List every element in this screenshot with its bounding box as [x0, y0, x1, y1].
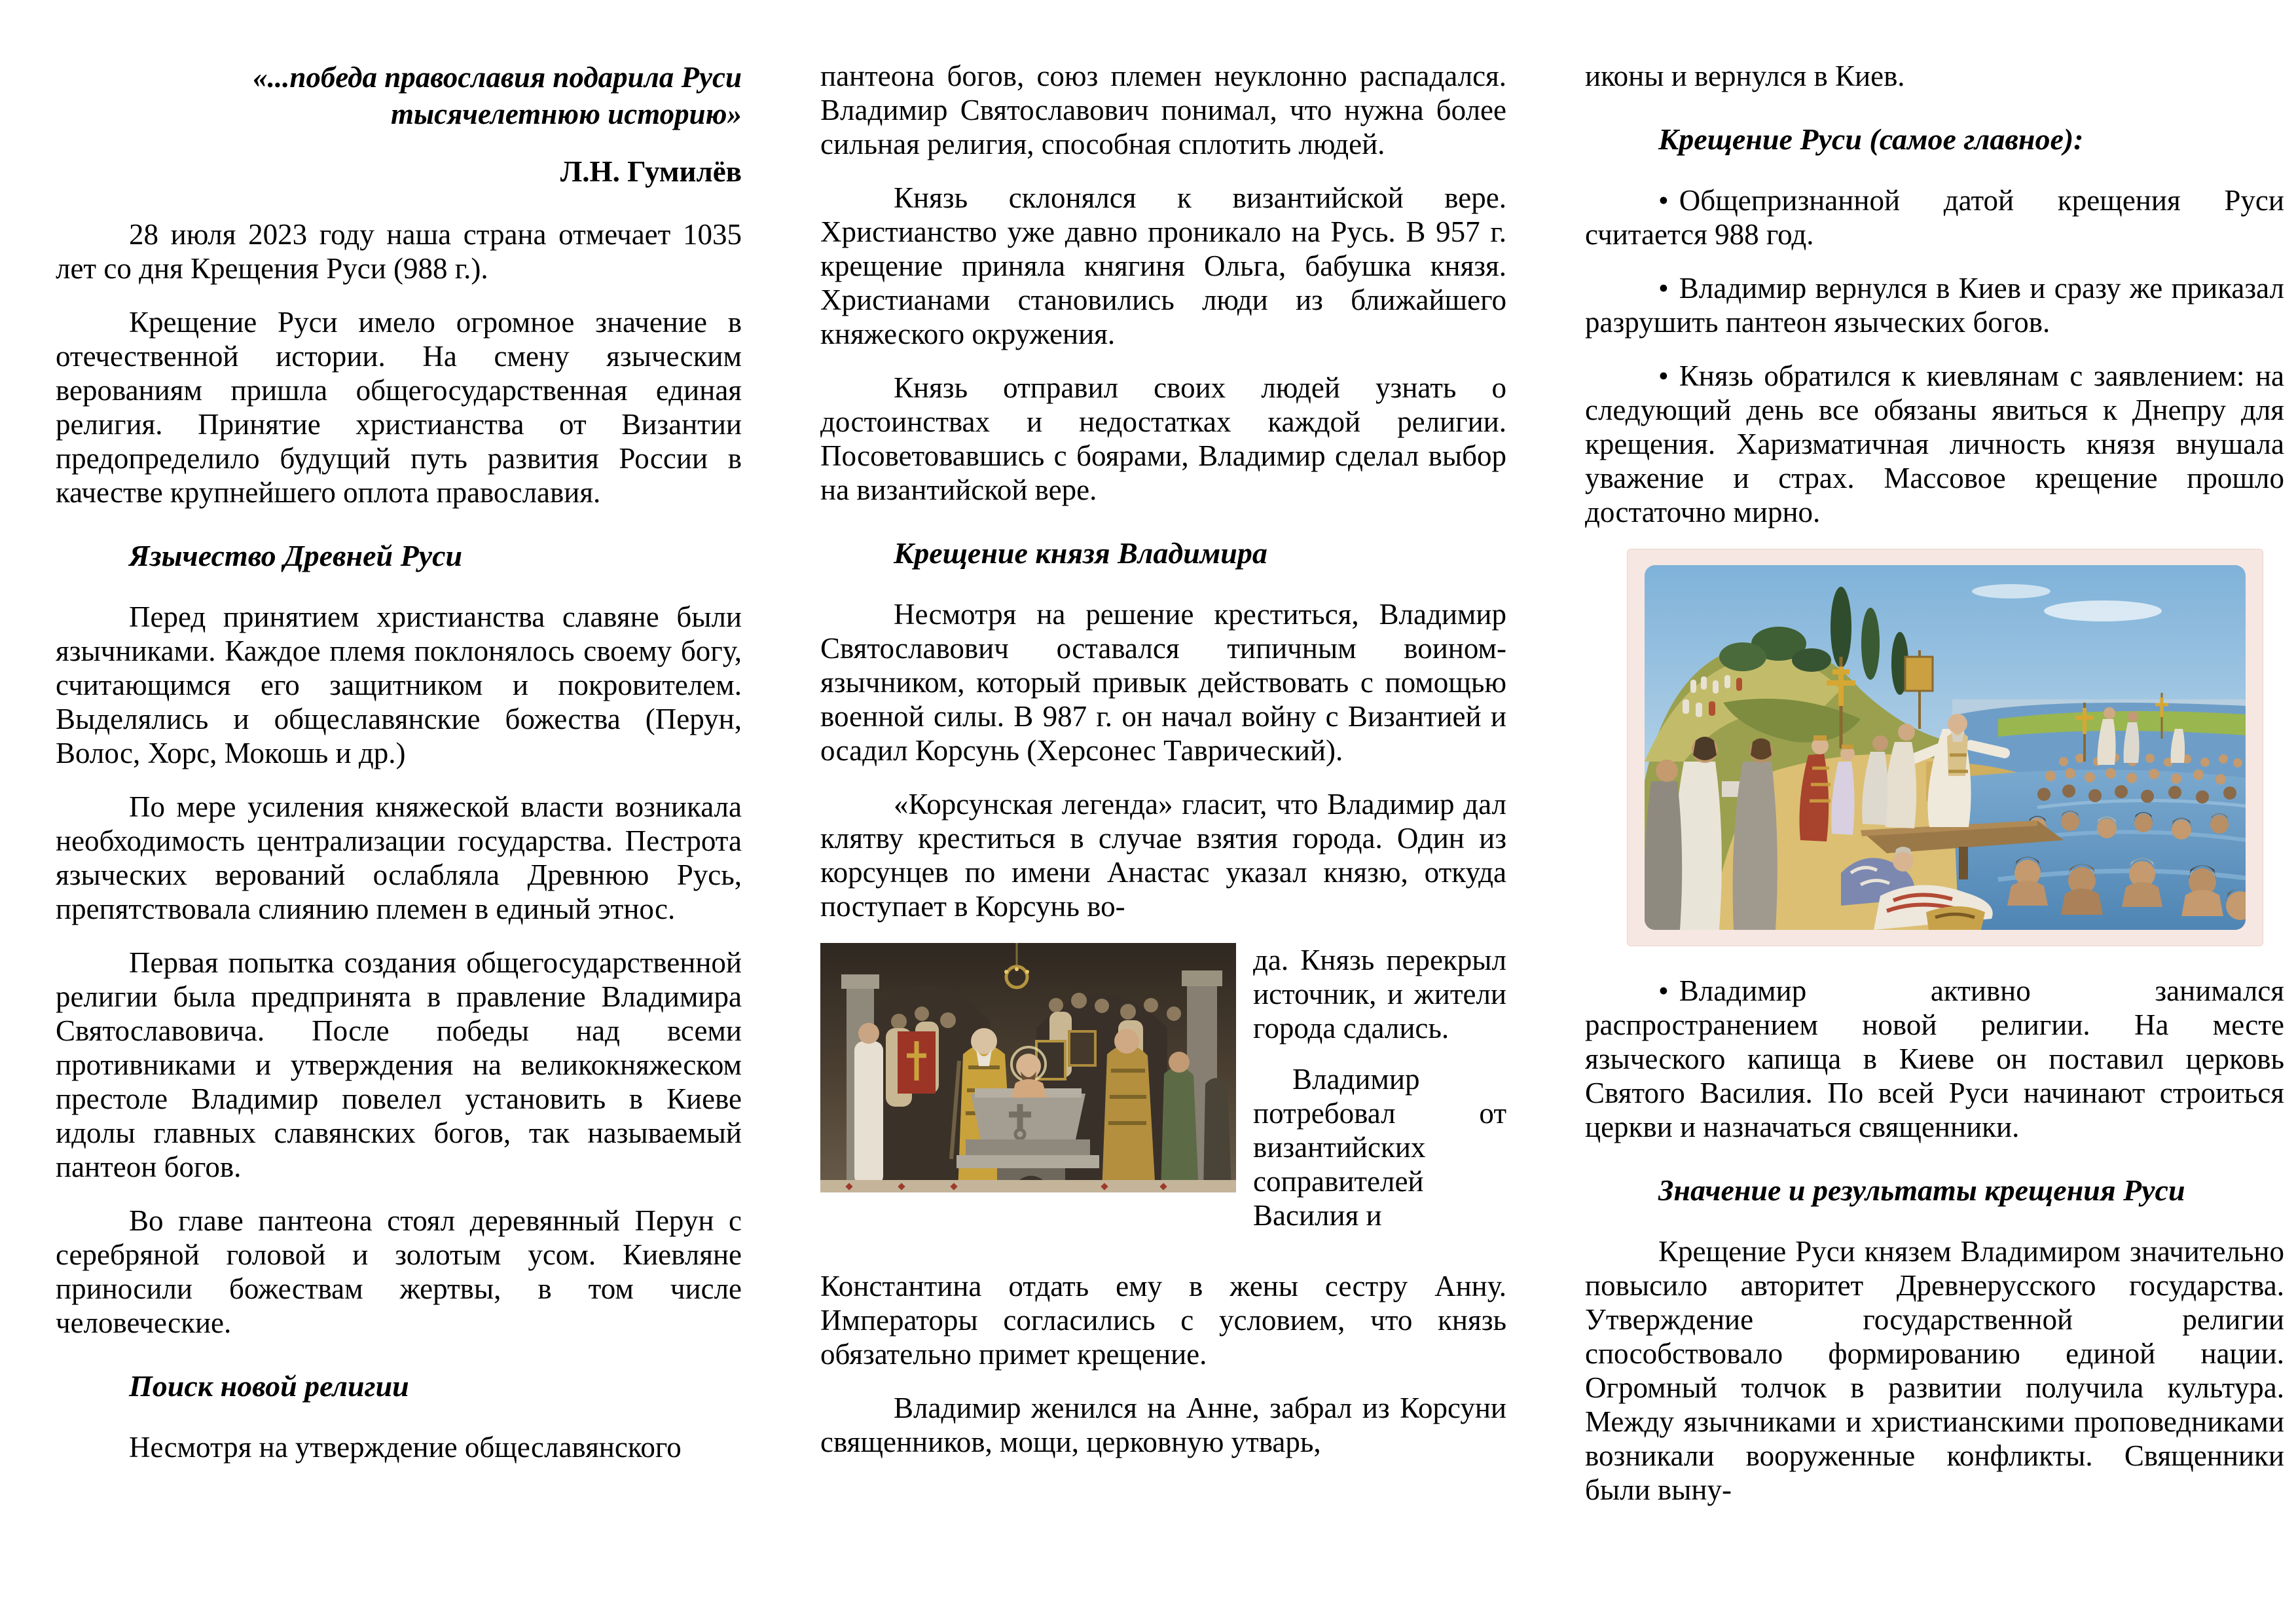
- bullet-text: Владимир вернулся в Киев и сразу же приказал разрушить пантеон языческих богов.: [1585, 272, 2284, 339]
- bullet-icon: •: [1658, 360, 1669, 392]
- column-middle: [820, 59, 1506, 1604]
- paragraph-demand-start: Владимир потребовал от византийских соправителей Василия и: [1253, 1063, 1506, 1232]
- paragraph-centralization: По мере усиления княжеской власти возникала необходимость централизации государства. Пестрота языческих верований ослабляла Древнюю Русь, препятствовала слиянию племен в единый этнос.: [56, 790, 742, 925]
- paragraph-perun: Во главе пантеона стоял деревянный Перун с серебряной головой и золотым усом. Киевляне приносили божествам жертвы, в том числе человеческие.: [56, 1204, 742, 1339]
- kievans-baptism-figure: [1627, 549, 2263, 946]
- bullet-item-dnieper: [1585, 359, 2284, 529]
- baptism-of-kievans-painting-art: [1645, 565, 2246, 930]
- bullet-text: Владимир активно занимался распространением новой религии. На месте языческого капища в Киеве он поставил церковь Святого Василия. По всей Руси начинают строиться церкви и назначаться священники.: [1585, 974, 2284, 1143]
- section-heading-paganism: Язычество Древней Руси: [129, 539, 463, 572]
- paragraph-source-cut: да. Князь перекрыл источник, и жители города сдались.: [1253, 944, 1506, 1044]
- bullet-text: Князь обратился к киевлянам с заявлением: на следующий день все обязаны явиться к Днепру для крещения. Харизматичная личность князя внушала уважение и страх. Массовое крещение прошло достаточно мирно.: [1585, 360, 2284, 528]
- paragraph-pagan-tribes: Перед принятием христианства славяне были язычниками. Каждое племя поклонялось своему богу, считающимся его защитником и покровителем. Выделялись и общеславянские божества (Перун, Волос, Хорс, Мокошь и др.): [56, 600, 742, 769]
- section-heading-new-religion: Поиск новой религии: [129, 1369, 409, 1403]
- column-left: [56, 59, 742, 1604]
- bullet-item-pantheon: [1585, 271, 2284, 339]
- baptism-of-vladimir-painting: [820, 943, 1236, 1192]
- paragraph-warrior-pagan: Несмотря на решение креститься, Владимир Святославович оставался типичным воином-язычником, который привык действовать с помощью военной силы. В 987 г. он начал войну с Византией и осадил Корсунь (Херсонес Таврический).: [820, 598, 1506, 767]
- paragraph-envoys: Князь отправил своих людей узнать о достоинствах и недостатках каждой религии. Посоветовавшись с боярами, Владимир сделал выбор на византийской вере.: [820, 371, 1506, 506]
- paragraph-married-anna: Владимир женился на Анне, забрал из Корсуни священников, мощи, церковную утварь,: [820, 1392, 1506, 1458]
- epigraph-author: Л.Н. Гумилёв: [560, 155, 742, 188]
- bullet-icon: •: [1658, 272, 1669, 304]
- baptism-of-kievans-painting: [1645, 565, 2246, 930]
- paragraph-first-attempt: Первая попытка создания общегосударственной религии была предпринята в правление Владимира Святославовича. После победы над всеми противниками и утверждения на великокняжеском престоле Владимир повелел установить в Киеве идолы главных славянских богов, так называемый пантеон богов.: [56, 946, 742, 1183]
- section-heading-results: Значение и результаты крещения Руси: [1658, 1173, 2185, 1207]
- epigraph: «...победа православия подарила Руси тысячелетнюю историю»: [253, 61, 742, 130]
- bullet-icon: •: [1658, 184, 1669, 217]
- paragraph-significance: Крещение Руси имело огромное значение в отечественной истории. На смену языческим верованиям пришла общегосударственная единая религия. Принятие христианства от Византии предопределило будущий путь развития России в качестве крупнейшего оплота православия.: [56, 306, 742, 509]
- paragraph-pantheon-collapse: пантеона богов, союз племен неуклонно распадался. Владимир Святославович понимал, что нужна более сильная религия, способная сплотить людей.: [820, 60, 1506, 160]
- bullet-icon: •: [1658, 974, 1669, 1007]
- bullet-item-date: [1585, 183, 2284, 251]
- paragraph-results: Крещение Руси князем Владимиром значительно повысило авторитет Древнерусского государства. Утверждение государственной религии способствовало формированию единой нации. Огромный толчок в развитии получила культура. Между язычниками и христианскими проповедниками возникали вооруженные конфликты. Священники были выну-: [1585, 1235, 2284, 1506]
- figure-wrap-text: [1253, 943, 1506, 1249]
- paragraph-despite-start: Несмотря на утверждение общеславянского: [129, 1431, 682, 1464]
- section-heading-vladimir-baptism: Крещение князя Владимира: [894, 536, 1267, 570]
- baptism-of-vladimir-painting-art: [820, 943, 1236, 1192]
- bullet-item-spread: [1585, 974, 2284, 1144]
- paragraph-korsun-legend: «Корсунская легенда» гласит, что Владимир дал клятву креститься в случае взятия города. Один из корсунцев по имени Анастас указал князю, откуда поступает в Корсунь во-: [820, 788, 1506, 923]
- column-right: [1585, 59, 2284, 1604]
- paragraph-anniversary: 28 июля 2023 году наша страна отмечает 1035 лет со дня Крещения Руси (988 г.).: [56, 218, 742, 285]
- section-heading-main-facts: Крещение Руси (самое главное):: [1658, 122, 2084, 156]
- vladimir-baptism-figure: [820, 943, 1506, 1249]
- paragraph-returned-kiev: иконы и вернулся в Киев.: [1585, 60, 1905, 92]
- bullet-text: Общепризнанной датой крещения Руси считается 988 год.: [1585, 184, 2284, 251]
- paragraph-byzantine-faith: Князь склонялся к византийской вере. Христианство уже давно проникало на Русь. В 957 г. крещение приняла княгиня Ольга, бабушка князя. Христианами становились люди из ближайшего княжеского окружения.: [820, 181, 1506, 350]
- paragraph-anna-condition: Константина отдать ему в жены сестру Анну. Императоры согласились с условием, что князь обязательно примет крещение.: [820, 1270, 1506, 1371]
